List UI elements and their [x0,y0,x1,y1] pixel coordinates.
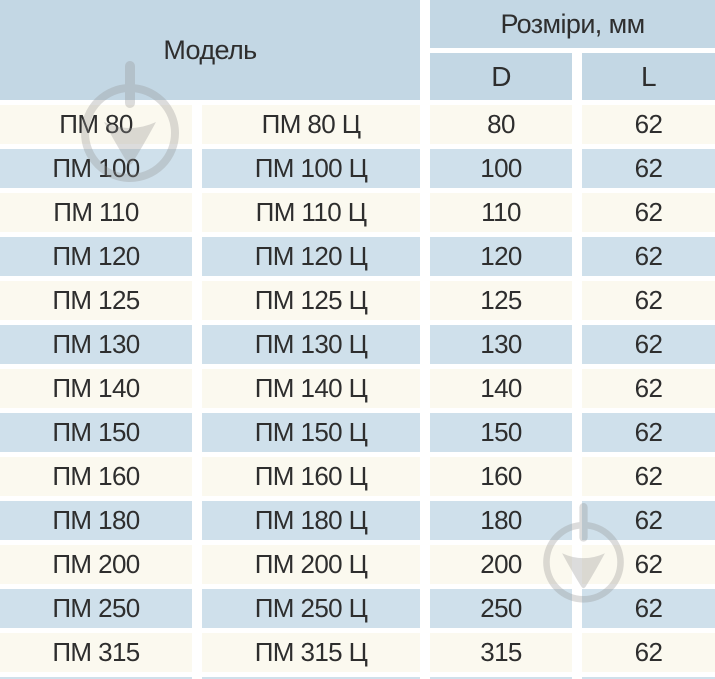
model-c-cell: ПМ 110 Ц [202,193,420,232]
l-value-cell: 62 [582,457,715,496]
l-value-cell: 62 [582,105,715,144]
d-value-cell: 140 [430,369,572,408]
l-value-cell: 62 [582,501,715,540]
d-value-cell: 130 [430,325,572,364]
model-c-cell: ПМ 80 Ц [202,105,420,144]
model-c-cell: ПМ 125 Ц [202,281,420,320]
model-c-cell: ПМ 160 Ц [202,457,420,496]
d-value-cell: 110 [430,193,572,232]
l-value-cell: 62 [582,237,715,276]
d-value-cell: 125 [430,281,572,320]
model-c-cell: ПМ 180 Ц [202,501,420,540]
d-value-cell: 250 [430,589,572,628]
model-cell: ПМ 80 [0,105,192,144]
header-model: Модель [0,0,420,100]
model-cell: ПМ 125 [0,281,192,320]
l-value-cell: 62 [582,149,715,188]
model-c-cell: ПМ 315 Ц [202,633,420,672]
l-value-cell: 62 [582,281,715,320]
l-value-cell: 62 [582,633,715,672]
model-cell: ПМ 315 [0,633,192,672]
l-value-cell: 62 [582,589,715,628]
model-cell: ПМ 100 [0,149,192,188]
l-value-cell: 62 [582,325,715,364]
model-cell: ПМ 120 [0,237,192,276]
model-c-cell: ПМ 200 Ц [202,545,420,584]
model-cell: ПМ 140 [0,369,192,408]
d-value-cell: 200 [430,545,572,584]
d-value-cell: 150 [430,413,572,452]
model-cell: ПМ 160 [0,457,192,496]
header-dimensions: Розміри, мм [430,0,715,48]
l-value-cell: 62 [582,193,715,232]
l-value-cell: 62 [582,545,715,584]
model-cell: ПМ 130 [0,325,192,364]
model-cell: ПМ 200 [0,545,192,584]
d-value-cell: 100 [430,149,572,188]
d-value-cell: 180 [430,501,572,540]
model-c-cell: ПМ 100 Ц [202,149,420,188]
d-value-cell: 315 [430,633,572,672]
d-value-cell: 160 [430,457,572,496]
model-c-cell: ПМ 130 Ц [202,325,420,364]
d-value-cell: 120 [430,237,572,276]
model-cell: ПМ 180 [0,501,192,540]
model-c-cell: ПМ 150 Ц [202,413,420,452]
model-c-cell: ПМ 250 Ц [202,589,420,628]
model-cell: ПМ 110 [0,193,192,232]
model-cell: ПМ 150 [0,413,192,452]
l-value-cell: 62 [582,369,715,408]
header-col-d: D [430,53,572,100]
d-value-cell: 80 [430,105,572,144]
model-c-cell: ПМ 120 Ц [202,237,420,276]
l-value-cell: 62 [582,413,715,452]
model-cell: ПМ 250 [0,589,192,628]
model-c-cell: ПМ 140 Ц [202,369,420,408]
header-col-l: L [582,53,715,100]
